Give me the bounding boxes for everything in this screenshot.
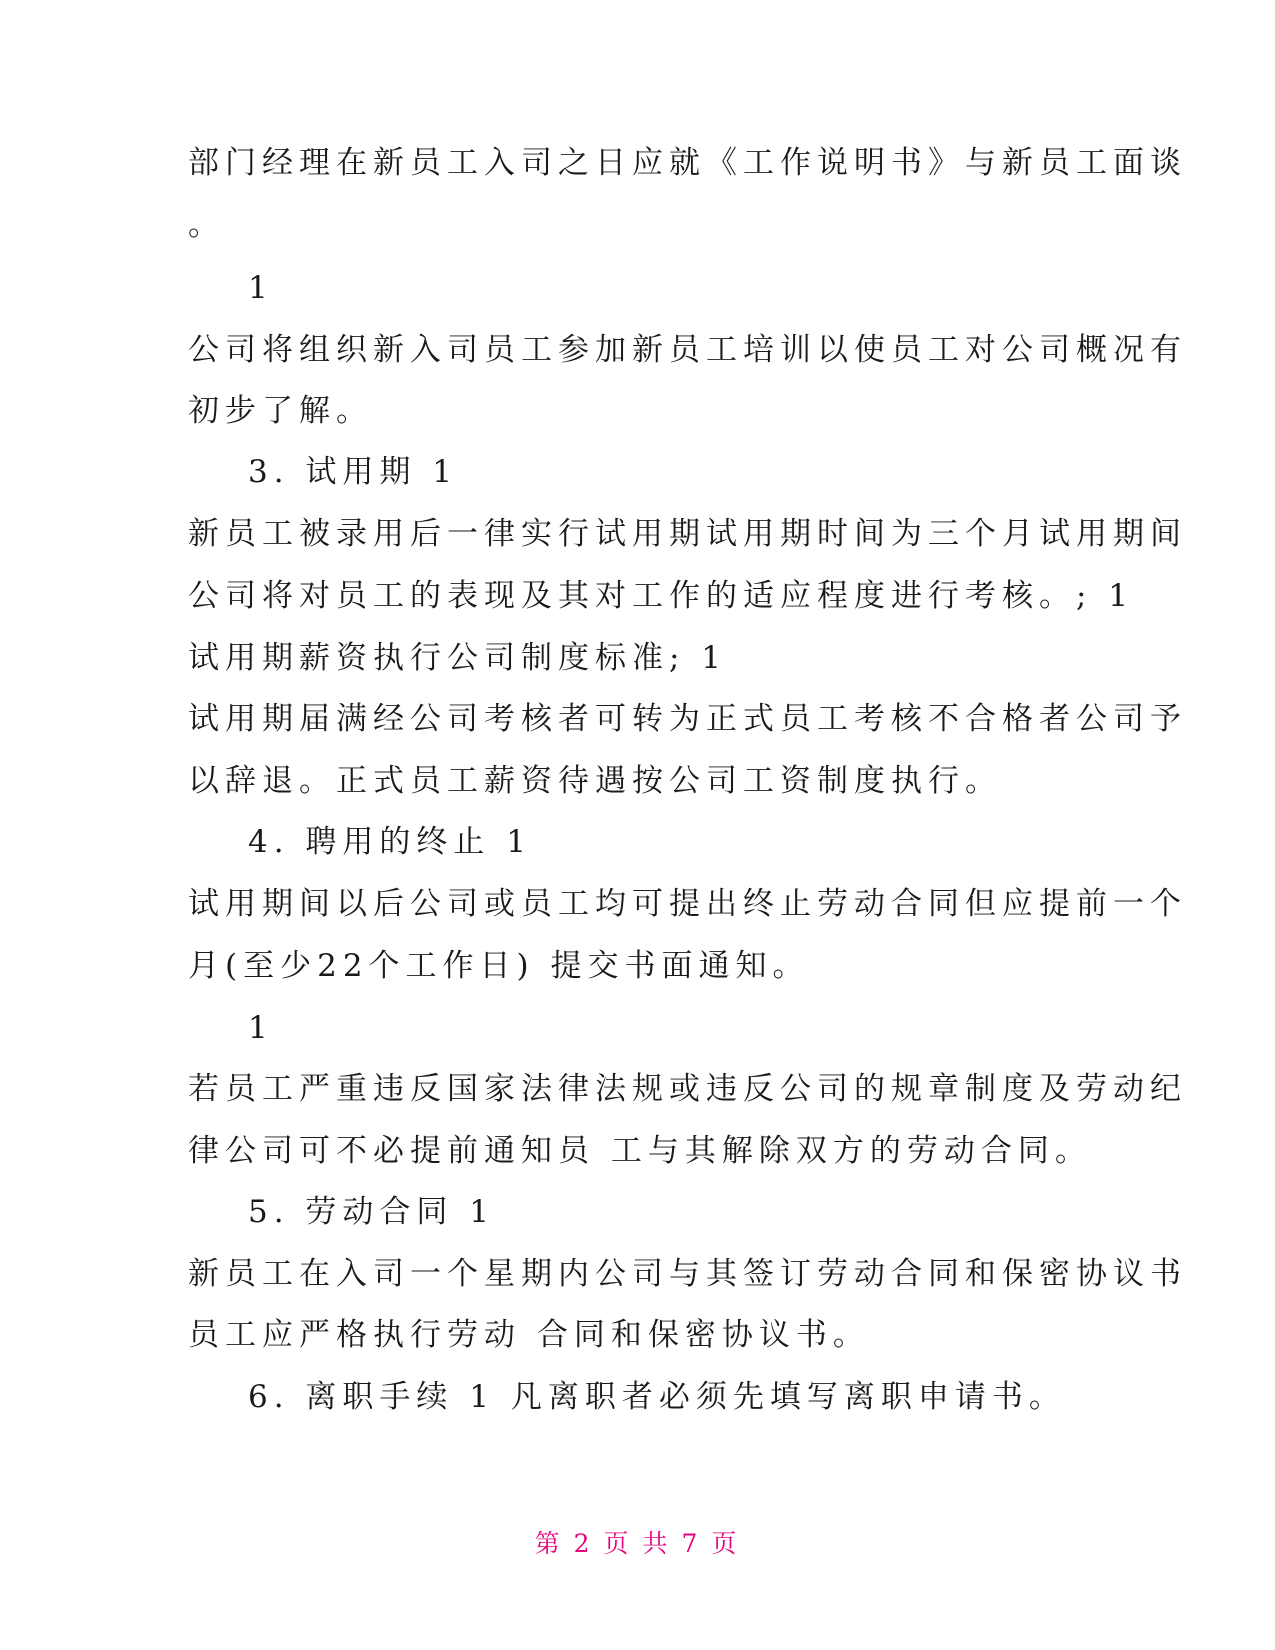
text-line: 以辞退。正式员工薪资待遇按公司工资制度执行。 <box>188 763 1002 799</box>
footer-total-pages: 7 <box>681 1529 702 1558</box>
text-line: 若员工严重违反国家法律法规或违反公司的规章制度及劳动纪 <box>188 1071 1187 1107</box>
footer-total-word: 共 <box>642 1529 672 1558</box>
text-line: 律公司可不必提前通知员 工与其解除双方的劳动合同。 <box>188 1133 1092 1169</box>
text-line: 新员工被录用后一律实行试用期试用期时间为三个月试用期间 <box>188 516 1187 552</box>
page-footer <box>0 1524 1275 1560</box>
footer-suffix: 页 <box>711 1529 741 1558</box>
text-line: 新员工在入司一个星期内公司与其签订劳动合同和保密协议书 <box>188 1256 1187 1292</box>
text-line: 1 <box>248 270 274 306</box>
text-line: 员工应严格执行劳动 合同和保密协议书。 <box>188 1317 870 1353</box>
footer-current-page: 2 <box>573 1529 594 1558</box>
section-heading: 4. 聘用的终止 1 <box>248 824 533 860</box>
section-heading: 6. 离职手续 1 凡离职者必须先填写离职申请书。 <box>248 1379 1066 1415</box>
footer-prefix: 第 <box>534 1529 564 1558</box>
text-line: 试用期薪资执行公司制度标准; 1 <box>188 640 728 676</box>
text-line: 公司将对员工的表现及其对工作的适应程度进行考核。; 1 <box>188 578 1135 614</box>
text-line: 初步了解。 <box>188 393 373 429</box>
text-line: 试用期间以后公司或员工均可提出终止劳动合同但应提前一个 <box>188 886 1187 922</box>
text-line: 月(至少22个工作日) 提交书面通知。 <box>188 948 810 984</box>
section-heading: 5. 劳动合同 1 <box>248 1194 496 1230</box>
text-line: 1 <box>248 1010 274 1046</box>
section-heading: 3. 试用期 1 <box>248 454 459 490</box>
text-line: 部门经理在新员工入司之日应就《工作说明书》与新员工面谈 <box>188 145 1187 181</box>
text-line: 。 <box>188 207 225 243</box>
text-line: 试用期届满经公司考核者可转为正式员工考核不合格者公司予 <box>188 701 1187 737</box>
footer-page-word: 页 <box>603 1529 633 1558</box>
text-line: 公司将组织新入司员工参加新员工培训以使员工对公司概况有 <box>188 332 1187 368</box>
